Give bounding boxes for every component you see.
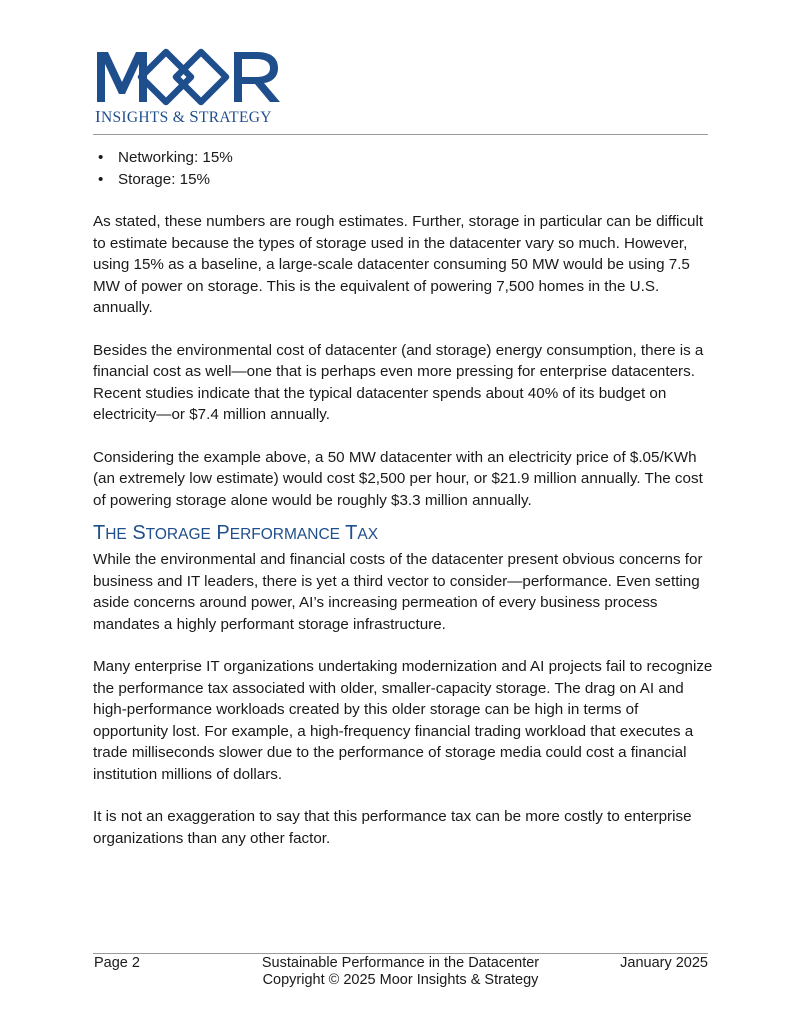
paragraph: Considering the example above, a 50 MW datacenter with an electricity price of $.05/KWh (an extremely low estimate) would cost $2,500 per hour, or $21.9 million annually. The cost of powering storage alone would be roughly $3.3 million annually. (93, 448, 703, 509)
paragraph: It is not an exaggeration to say that this performance tax can be more costly to enterprise organizations than any other factor. (93, 808, 692, 847)
bullet-list (93, 147, 713, 190)
list-item: • Networking: 15% (98, 149, 233, 166)
document-body (93, 147, 713, 849)
footer-divider (93, 953, 708, 954)
document-date: January 2025 (620, 955, 708, 971)
paragraph: Many enterprise IT organizations undertaking modernization and AI projects fail to recognize the performance tax associated with older, smaller-capacity storage. The drag on AI and high-performance workloads created by this older storage can be high in terms of opportunity lost. For example, a high-frequency financial trading workload that executes a trade milliseconds slower due to the performance of storage media could cost a financial institution millions of dollars. (93, 658, 713, 783)
section-heading: THE STORAGE PERFORMANCE TAX (93, 522, 379, 544)
footer-center (93, 955, 708, 989)
page-number: Page 2 (94, 955, 140, 971)
paragraph: Besides the environmental cost of datacenter (and storage) energy consumption, there is a financial cost as well—one that is perhaps even more pressing for enterprise datacenters. Recent studies indicate that the typical datacenter spends about 40% of its budget on electricity—or $7.4 million annually. (93, 341, 704, 423)
copyright-notice: Copyright © 2025 Moor Insights & Strategy (262, 972, 539, 988)
list-item: • Storage: 15% (98, 170, 211, 188)
paragraph: While the environmental and financial costs of the datacenter present obvious concerns for business and IT leaders, there is yet a third vector to consider—performance. Even setting aside concerns around power, AI’s increasing permeation of every business process mandates a highly performant storage infrastructure. (93, 551, 703, 633)
logo-tagline: INSIGHTS & STRATEGY (95, 107, 272, 126)
paragraph: As stated, these numbers are rough estimates. Further, storage in particular can be difficult to estimate because the types of storage used in the datacenter vary so much. However, using 15% as a baseline, a large-scale datacenter consuming 50 MW would be using 7.5 MW of power on storage. This is the equivalent of powering 7,500 homes in the U.S. annually. (93, 213, 704, 316)
document-title: Sustainable Performance in the Datacenter (261, 955, 540, 971)
header-divider (93, 134, 708, 135)
